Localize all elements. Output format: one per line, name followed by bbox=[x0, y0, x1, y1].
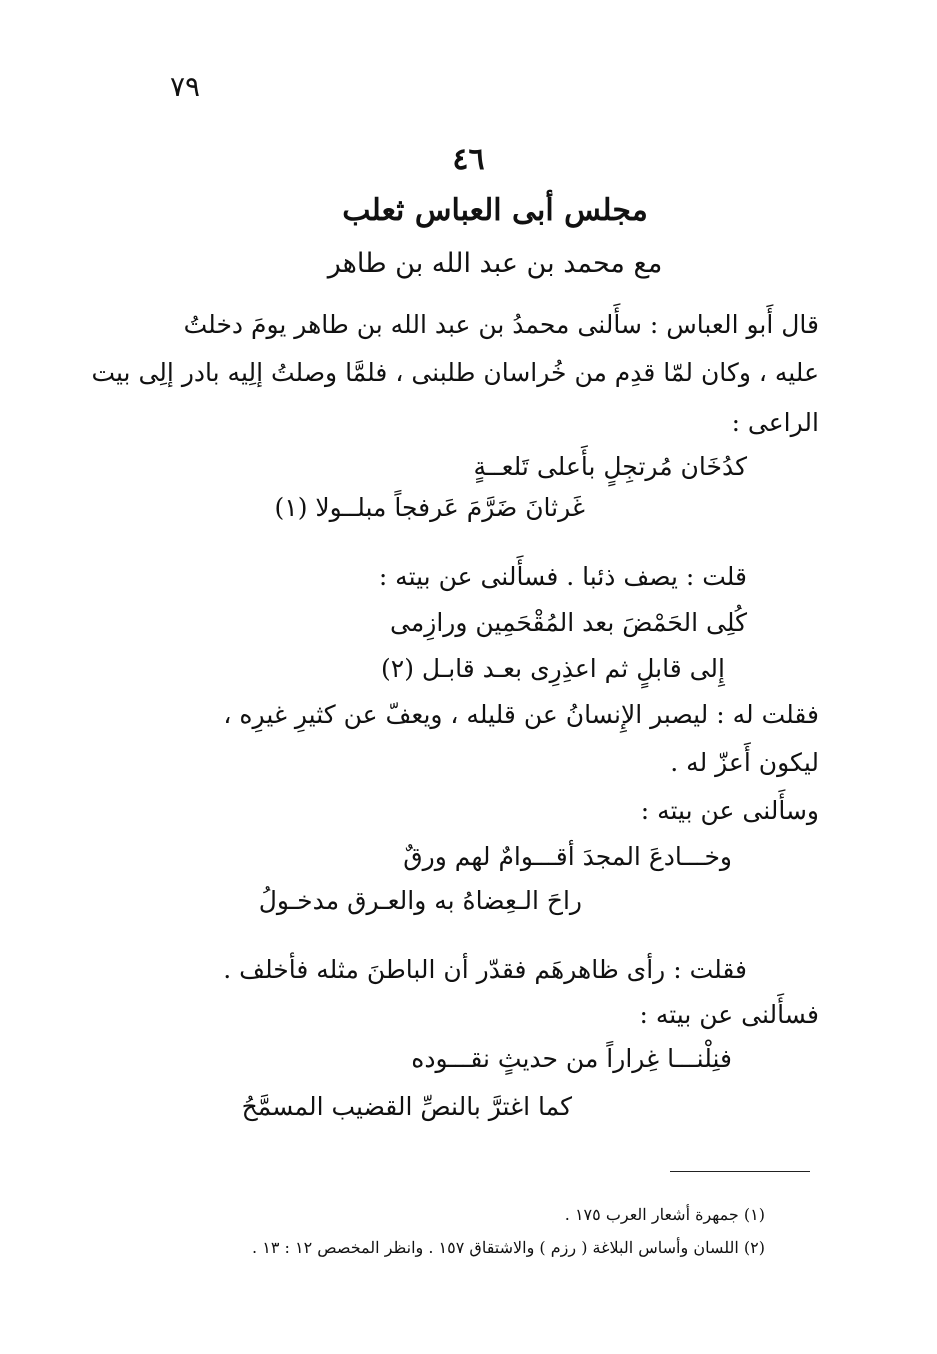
paragraph-line: قال أَبو العباس : سأَلنى محمدُ بن عبد الله بن طاهر يومَ دخلتُ bbox=[183, 310, 819, 339]
page-number: ٧٩ bbox=[170, 70, 201, 103]
chapter-title: مجلس أبى العباس ثعلب bbox=[342, 193, 648, 228]
verse-line: كُلِى الحَمْضَ بعد المُقْحَمِين ورازِمى bbox=[390, 608, 747, 637]
chapter-subtitle: مع محمد بن عبد الله بن طاهر bbox=[327, 248, 663, 279]
paragraph-line: عليه ، وكان لمّا قدِم من خُراسان طلبنى ، فلمَّا وصلتُ إلِيه بادر إلِى بيت bbox=[91, 358, 819, 387]
verse-line: إِلى قابلٍ ثم اعذِرِى بعـد قابـل (٢) bbox=[381, 654, 725, 683]
verse-line: وخـــادعَ المجدَ أقـــوامٌ لهم ورقٌ bbox=[403, 842, 732, 871]
verse-line: غَرثانَ ضَرَّمَ عَرفجاً مبلــولا (١) bbox=[274, 493, 585, 522]
verse-line: راحَ الـعِضاهُ به والعـرق مدخـولُ bbox=[258, 886, 582, 915]
footnote-separator bbox=[670, 1171, 810, 1172]
paragraph-line: وسأَلنى عن بيته : bbox=[640, 796, 819, 825]
footnote: (٢) اللسان وأساس البلاغة ( رزم ) والاشتقاق ١٥٧ . وانظر المخصص ١٢ : ١٣ . bbox=[252, 1238, 765, 1257]
paragraph-line: قلت : يصف ذئبا . فسأَلنى عن بيته : bbox=[378, 562, 747, 591]
section-number: ٤٦ bbox=[452, 142, 485, 177]
footnote: (١) جمهرة أشعار العرب ١٧٥ . bbox=[564, 1205, 765, 1224]
paragraph-line: فقلت له : ليصبر الإِنسانُ عن قليله ، ويعفّ عن كثيرِ غيرِه ، bbox=[223, 700, 819, 729]
verse-line: فنِلْنـــا غِراراً من حديثٍ نقـــوده bbox=[411, 1044, 732, 1073]
paragraph-line: فقلت : رأى ظاهرهَم فقدّر أن الباطنَ مثله فأخلف . bbox=[223, 955, 747, 984]
paragraph-line: ليكون أَعزّ له . bbox=[670, 748, 819, 777]
verse-line: كدُخَان مُرتجِلٍ بأَعلى تَلعــةٍ bbox=[473, 452, 747, 481]
paragraph-line: فسأَلنى عن بيته : bbox=[639, 1000, 819, 1029]
verse-line: كما اغترَّ بالنصِّ القضيب المسمَّحُ bbox=[241, 1092, 572, 1121]
paragraph-line: الراعى : bbox=[731, 408, 819, 437]
